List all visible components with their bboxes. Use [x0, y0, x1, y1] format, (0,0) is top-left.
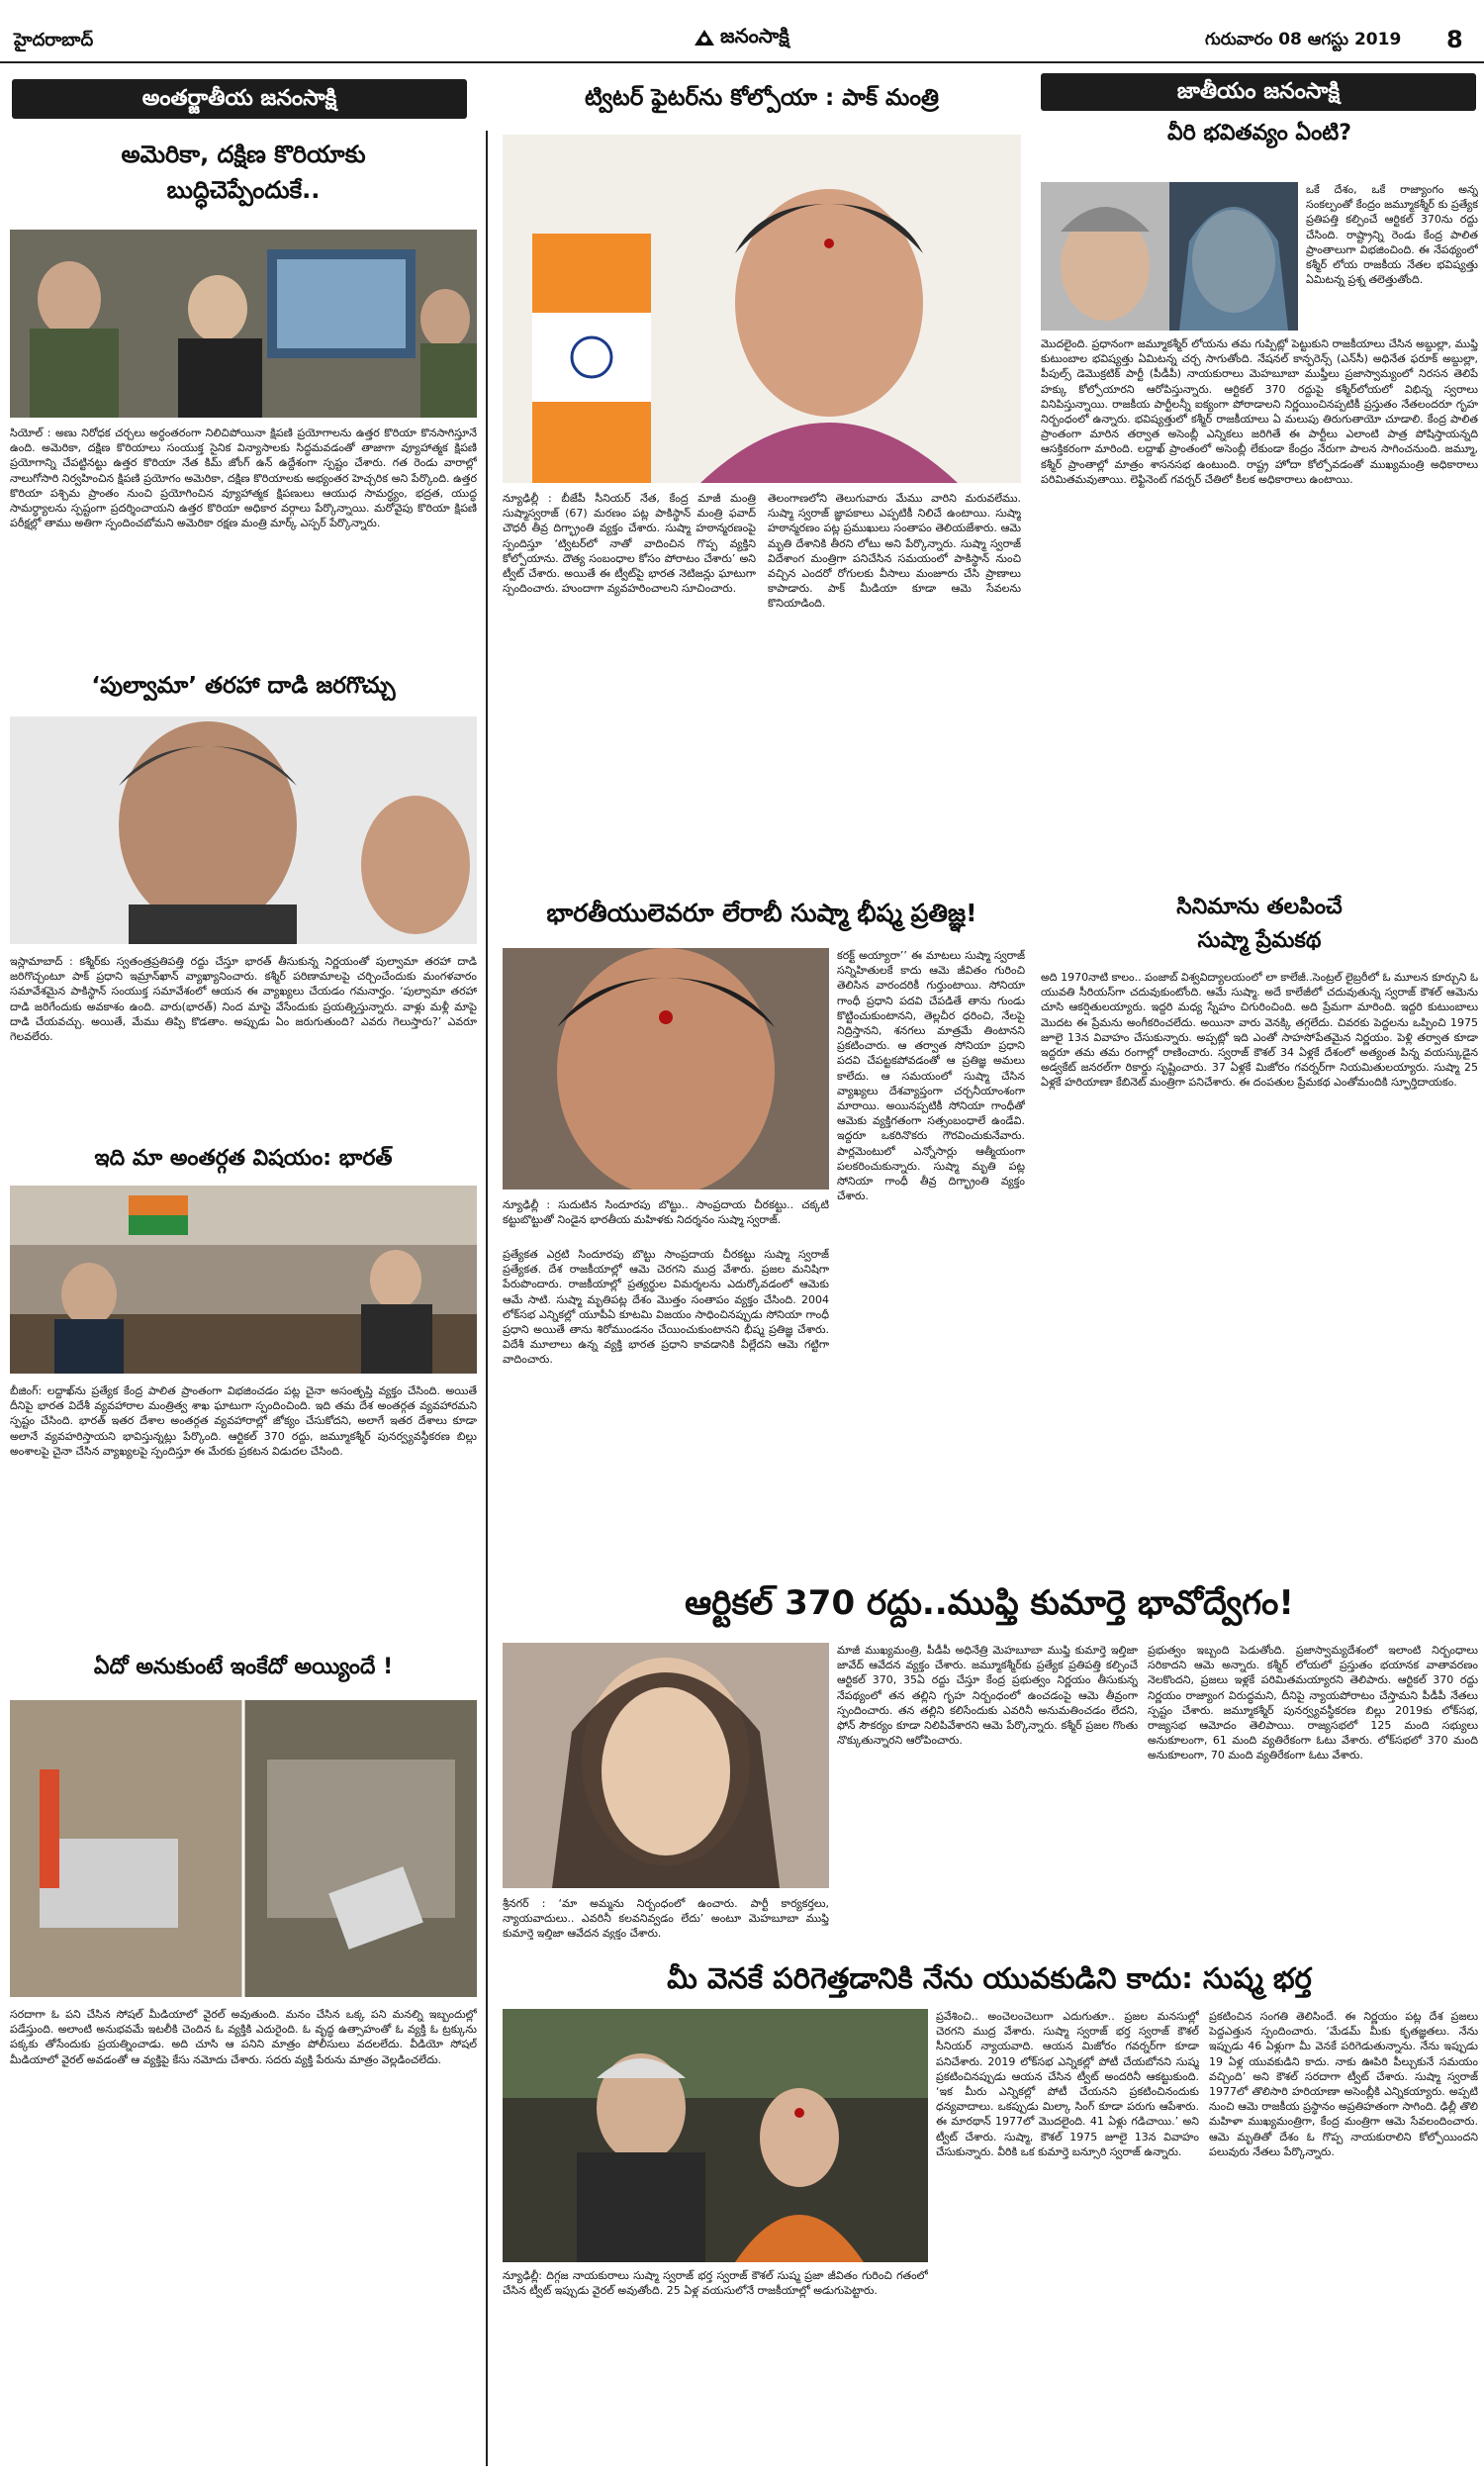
abdullah-mufti-photo	[1041, 182, 1298, 331]
bhishma-pledge-caption: న్యూఢిల్లీ : సుదుటిన సిందూరపు బొట్టు.. సాంప్రదాయ చీరకట్టు.. చక్కటి కట్టుబొట్టుతో నిండైన భారతీయ మహిళకు నిదర్శనం సుష్మా స్వరాజ్‌.	[503, 1198, 829, 1226]
korea-headline-line1: అమెరికా, దక్షిణ కొరియాకు	[121, 141, 366, 168]
future-body: మొదలైంది. ప్రధానంగా జమ్మూకశ్మీర్‌ లోయను తమ గుప్పిట్లో పెట్టుకుని రాజకీయాలు చేసిన అబ్దుల్లా, ముఫ్తి కుటుంబాల భవిష్యత్తు ఏమిటన్న చర్చ సాగుతోంది. నేషనల్‌ కాన్ఫరెన్స్‌ (ఎన్‌సీ) అధినేత ఫరూక్‌ అబ్దుల్లా, పీపుల్స్‌ డెమొక్రటిక్‌ పార్టీ (పీడీపీ) నాయకురాలు మెహబూబా ముఫ్తీలు ప్రజాస్వామ్యంలో నిరసన తెలిపే హక్కు కోల్పోయారని ఆరోపిస్తున్నారు. ఆర్టికల్‌ 370 రద్దుపై కశ్మీర్‌లోయలో విభిన్న స్వరాలు వినిపిస్తున్నాయి. రాజకీయ పార్టీలన్నీ ఐక్యంగా పోరాడాలని నిర్ణయించినప్పటికీ ప్రస్తుతం నేతలందరూ గృహ నిర్బంధంలో ఉన్నారు. భవిష్యత్తులో కశ్మీర్‌ రాజకీయాలు ఏ మలుపు తిరుగుతాయో చూడాలి. కేంద్ర పాలిత ప్రాంతంగా మారిన తర్వాత అసెంబ్లీ ఎన్నికలు జరిగితే ఈ పార్టీలు ఎలాంటి పాత్ర పోషిస్తాయన్నది ఆసక్తికరంగా మారింది. లద్దాఖ్‌ ప్రాంతంలో అసెంబ్లీ లేకుండా కేంద్రం నేరుగా పాలన సాగించనుంది. జమ్మూ, కశ్మీర్‌ ప్రాంతాల్లో మాత్రం శాసనసభ ఉంటుంది. రాష్ట్ర హోదా కోల్పోవడంతో ముఖ్యమంత్రి అధికారాలు పరిమితమవుతాయి. లెఫ్టినెంట్‌ గవర్నర్‌ చేతిలో కీలక అధికారాలు ఉంటాయి.	[1041, 337, 1478, 486]
page-number: 8	[1446, 26, 1463, 53]
internal-matter-body: బీజింగ్‌: లద్దాఖ్‌ను ప్రత్యేక కేంద్ర పాలిత ప్రాంతంగా విభజించడం పట్ల చైనా అసంతృప్తి వ్యక్తం చేసింది. అయితే దీనిపై భారత విదేశీ వ్యవహారాల మంత్రిత్వ శాఖ ఘాటుగా స్పందించింది. ఇది తమ దేశ అంతర్గత వ్యవహారమని స్పష్టం చేసింది. భారత్‌ ఇతర దేశాల అంతర్గత వ్యవహారాల్లో జోక్యం చేసుకోదని, అలాగే ఇతర దేశాలు కూడా అలానే వ్యవహరిస్తాయని భావిస్తున్నట్లు పేర్కొంది. ఆర్టికల్‌ 370 రద్దు, జమ్మూకశ్మీర్‌ పునర్వ్యవస్థీకరణ బిల్లు అంశాలపై చైనా చేసిన వ్యాఖ్యలపై స్పందిస్తూ ఈ మేరకు ప్రకటన విడుదల చేసింది.	[10, 1384, 477, 1458]
page-header	[0, 0, 1484, 67]
twitter-fighter-body-left: న్యూఢిల్లీ : బీజేపీ సీనియర్‌ నేత, కేంద్ర మాజీ మంత్రి సుష్మాస్వరాజ్‌ (67) మరణం పట్ల పాకిస్థాన్‌ మంత్రి ఫవాద్‌ చౌధరీ తీవ్ర దిగ్భ్రాంతి వ్యక్తం చేశారు. సుష్మా హఠాన్మరణంపై స్పందిస్తూ ‘ట్విటర్‌లో నాతో వాదించిన గొప్ప వ్యక్తిని కోల్పోయాను. దౌత్య సంబంధాల కోసం పోరాటం చేశారు’ అని ట్వీట్‌ చేశారు. అయితే ఈ ట్వీట్‌పై భారత నెటిజన్లు ఘాటుగా స్పందించారు. హుందాగా వ్యవహరించాలని సూచించారు.	[503, 492, 756, 596]
article-370-body-right: ప్రభుత్వం ఇబ్బంది పెడుతోంది. ప్రజాస్వామ్యదేశంలో ఇలాంటి నిర్బంధాలు సరికాదని ఆమె అన్నారు. కశ్మీర్‌ లోయలో ప్రస్తుతం భయానక వాతావరణం నెలకొందని, ప్రజలు ఇళ్లకే పరిమితమయ్యారని తెలిపారు. ఆర్టికల్‌ 370 రద్దు నిర్ణయం రాజ్యాంగ విరుద్ధమని, దీనిపై న్యాయపోరాటం చేస్తామని పీడీపీ నేతలు స్పష్టం చేశారు. జమ్మూకశ్మీర్‌ పునర్వ్యవస్థీకరణ బిల్లు 2019కు లోక్‌సభ, రాజ్యసభ ఆమోదం తెలిపాయి. రాజ్యసభలో 125 మంది సభ్యులు అనుకూలంగా, 61 మంది వ్యతిరేకంగా ఓటు వేశారు. లోక్‌సభలో 370 మంది అనుకూలంగా, 70 మంది వ్యతిరేకంగా ఓటు వేశారు.	[1148, 1644, 1478, 1762]
future-headline: వీరి భవితవ్యం ఏంటి?	[1167, 121, 1351, 145]
bhishma-pledge-headline: భారతీయులెవరూ లేరాబీ సుష్మా భీష్మ ప్రతిజ్ఞ!	[546, 899, 977, 927]
love-story-headline-line2: సుష్మా ప్రేమకథ	[1197, 928, 1322, 953]
masthead-logo	[693, 22, 831, 55]
twitter-fighter-headline: ట్విటర్‌ ఫైటర్‌ను కోల్పోయా : పాక్‌ మంత్రి	[584, 85, 940, 111]
imran-khan-photo	[10, 716, 477, 944]
sushma-photo-2	[503, 948, 829, 1190]
pulwama-body: ఇస్లామాబాద్‌ : కశ్మీర్‌కు స్వతంత్రప్రతిపత్తి రద్దు చేస్తూ భారత్‌ తీసుకున్న నిర్ణయంతో పుల్వామా తరహా దాడి జరిగొచ్చంటూ పాక్‌ ప్రధాని ఇమ్రాన్‌ఖాన్‌ వ్యాఖ్యానించారు. కశ్మీర్‌ పరిణామాలపై చర్చించేందుకు మంగళవారం సమావేశమైన పాకిస్థాన్‌ సంయుక్త సమావేశంలో ఆయన ఈ వ్యాఖ్యలు చేయడం గమనార్హం. ‘పుల్వామా తరహా దాడి జరిగేందుకు అవకాశం ఉంది. వారు(భారత్‌) నింద మాపై వేసేందుకు ప్రయత్నిస్తున్నారు. వాళ్లు మళ్లీ మాపై దాడి చేయవచ్చు. అయితే, మేము తిప్పి కొడతాం. అప్పుడు ఏం జరుగుతుంది? ఎవరు గెలుస్తారు?’ ఎవరూ గెలవలేరు.	[10, 955, 477, 1044]
header-date: గురువారం 08 ఆగస్టు 2019	[1205, 30, 1402, 49]
left-column-rule	[486, 131, 488, 2466]
iltija-photo	[503, 1643, 829, 1888]
korea-body: సియోల్‌ : అణు నిరోధక చర్చలు అర్ధంతరంగా నిలిచిపోయినా క్షిపణి ప్రయోగాలను ఉత్తర కొరియా కొనసాగిస్తూనే ఉంది. అమెరికా, దక్షిణ కొరియాలు సంయుక్త సైనిక విన్యాసాలకు సిద్ధమవడంతో తాజాగా వ్యూహాత్మక క్షిపణి ప్రయోగాన్ని చేపట్టినట్టు ఉత్తర కొరియా నేత కిమ్‌ జోంగ్‌ ఉన్‌ ఉద్దేశంగా స్పష్టం చేశారు. గత రెండు వారాల్లో నాలుగోసారి నిర్వహించిన క్షిపణి ప్రయోగం అమెరికా, దక్షిణ కొరియాలకు అభ్యంతర హెచ్చరిక అని పేర్కొంది. ఉత్తర కొరియా పశ్చిమ ప్రాంతం నుంచి ప్రయోగించిన వ్యూహాత్మక క్షిపణులు ఆయుధ సామర్ధ్యం, భద్రత, యుద్ధ సామర్ధ్యాలను స్పష్టంగా ప్రదర్శించాయని ఉత్తర కొరియా అధికార వర్గాలు పేర్కొన్నాయి. మరోవైపు కొరియా క్షిపణి పరీక్షల్లో తాము అతిగా స్పందించబోమని అమెరికా రక్షణ మంత్రి మార్క్‌ ఎస్పర్‌ పేర్కొన్నారు.	[10, 427, 477, 530]
internal-matter-headline: ఇది మా అంతర్గత విషయం: భారత్‌	[94, 1146, 393, 1171]
right-column	[1035, 71, 1484, 1506]
korea-photo	[10, 230, 477, 418]
edition-label: హైదరాబాద్	[14, 30, 94, 50]
logo-mark-icon	[693, 26, 716, 49]
viral-body: సరదాగా ఓ పని చేసిన సోషల్‌ మీడియాలో వైరల్‌ అవుతుంది. మనం చేసిన ఒక్క పని మనల్ని ఇబ్బందుల్లో పడేస్తుంది. అలాంటి అనుభవమే ఇటలీకి చెందిన ఓ వ్యక్తికి ఎదురైంది. ఓ వృద్ధ ఉత్సాహంతో ఓ వ్యక్తి ఓ ట్రక్కును పక్కకు తోసేందుకు ప్రయత్నించాడు. అది చూసి ఆ పనిని మాత్రం పోలీసులు వదలలేదు. వీడియో సోషల్‌ మీడియాలో వైరల్‌ అవడంతో ఆ వ్యక్తిపై కేసు నమోదు చేశారు. సదరు వ్యక్తి పేరును మాత్రం వెల్లడించలేదు.	[10, 2008, 477, 2066]
husband-headline: మీ వెనకే పరిగెత్తడానికి నేను యువకుడిని కాదు: సుష్మ భర్త	[667, 1961, 1312, 1995]
header-rule	[0, 61, 1484, 63]
sushma-husband-photo	[503, 2009, 928, 2262]
husband-body-left: ప్రవేశించి.. అంచెలంచెలుగా ఎదుగుతూ.. ప్రజల మనసుల్లో చెరగని ముద్ర వేశారు. సుష్మా స్వరాజ్‌ భర్త స్వరాజ్‌ కౌశల్‌ సీనియర్‌ న్యాయవాది. ఆయన మిజోరం గవర్నర్‌గా కూడా పనిచేశారు. 2019 లోక్‌సభ ఎన్నికల్లో పోటీ చేయబోనని సుష్మ ప్రకటించినప్పుడు ఆయన చేసిన ట్వీట్‌ అందరినీ ఆకట్టుకుంది. ‘ఇక మీరు ఎన్నికల్లో పోటీ చేయనని ప్రకటించినందుకు ధన్యవాదాలు. ఒకప్పుడు మిల్కా సింగ్‌ కూడా పరుగు ఆపేశారు. ఈ మారథాన్‌ 1977లో మొదలైంది. 41 ఏళ్లు గడిచాయి.’ అని ట్వీట్‌ చేశారు. సుష్మా, కౌశల్‌ 1975 జూలై 13న వివాహం చేసుకున్నారు. వీరికి ఒక కుమార్తె బన్సూరి స్వరాజ్‌ ఉన్నారు.	[936, 2010, 1199, 2158]
bhishma-pledge-body-left: ప్రత్యేకత ఎర్రటి సిందూరపు బొట్టు సాంప్రదాయ చీరకట్టు సుష్మా స్వరాజ్‌ ప్రత్యేకత. దేశ రాజకీయాల్లో ఆమె చెరగని ముద్ర వేశారు. ప్రజల మనిషిగా పేరుపొందారు. రాజకీయాల్లో ప్రత్యర్థుల విమర్శలను ఎదుర్కోవడంలో ఆమెకు ఆమే సాటి. సుష్మా మృతిపట్ల దేశం మొత్తం సంతాపం వ్యక్తం చేసింది. 2004 లోక్‌సభ ఎన్నికల్లో యూపీఏ కూటమి విజయం సాధించినప్పుడు సోనియా గాంధీ ప్రధాని అయితే తాను శిరోముండనం చేయించుకుంటానని భీష్మ ప్రతిజ్ఞ చేశారు. విదేశీ మూలాలు ఉన్న వ్యక్తి భారత ప్రధాని కావడానికి వీల్లేదని ఆమె గట్టిగా వాదించారు.	[503, 1248, 829, 1367]
love-story-headline-line1: సినిమాను తలపించే	[1176, 895, 1343, 919]
national-section-banner: జాతీయం జనంసాక్షి	[1041, 73, 1476, 111]
love-story-body: అది 1970నాటి కాలం.. పంజాబ్‌ విశ్వవిద్యాలయంలో లా కాలేజీ..సెంట్రల్‌ లైబ్రరీలో ఓ మూలన కూర్చుని ఓ యువతి సీరియస్‌గా చదువుకుంటోంది. ఆమే సుష్మా. అదే కాలేజీలో చదువుతున్న స్వరాజ్‌ కౌశల్‌ ఆమెను చూసి ఆకర్షితులయ్యారు. ఇద్దరి మధ్య స్నేహం చిగురించింది. అది ప్రేమగా మారింది. ఇద్దరి కుటుంబాలు మొదట ఈ ప్రేమను అంగీకరించలేదు. అయినా వారు వెనక్కి తగ్గలేదు. చివరకు పెద్దలను ఒప్పించి 1975 జూలై 13న వివాహం చేసుకున్నారు. అప్పట్లో ఇది ఎంతో సాహసోపేతమైన నిర్ణయం. పెళ్లి తర్వాత కూడా ఇద్దరూ తమ తమ రంగాల్లో రాణించారు. స్వరాజ్‌ కౌశల్‌ 34 ఏళ్లకే దేశంలో అత్యంత పిన్న వయస్కుడైన అడ్వకేట్‌ జనరల్‌గా రికార్డు సృష్టించారు. 37 ఏళ్లకే మిజోరం గవర్నర్‌గా నియమితులయ్యారు. సుష్మా 25 ఏళ్లకే హరియాణా కేబినెట్‌ మంత్రిగా పనిచేశారు. ఈ దంపతుల ప్రేమకథ ఎంతోమందికి స్ఫూర్తిదాయకం.	[1041, 971, 1478, 1090]
international-section-banner: అంతర్జాతీయ జనంసాక్షి	[12, 79, 467, 119]
future-body-top: ఒకే దేశం, ఒకే రాజ్యాంగం అన్న సంకల్పంతో కేంద్రం జమ్మూకశ్మీర్‌ కు ప్రత్యేక ప్రతిపత్తి కల్పించే ఆర్టికల్‌ 370ను రద్దు చేసింది. రాష్ట్రాన్ని రెండు కేంద్ర పాలిత ప్రాంతాలుగా విభజించింది. ఈ నేపథ్యంలో కశ్మీర్‌ లోయ రాజకీయ నేతల భవిష్యత్తు ఏమిటన్న ప్రశ్న తలెత్తుతోంది.	[1306, 183, 1478, 287]
china-meeting-photo	[10, 1186, 477, 1374]
pulwama-headline: ‘పుల్వామా’ తరహా దాడి జరగొచ్చు	[91, 673, 396, 699]
bhishma-pledge-body-right: కరక్ట్‌ అయ్యారా’’ ఈ మాటలు సుష్మా స్వరాజ్‌ సన్నిహితులకే కాదు ఆమె జీవితం గురించి తెలిసిన వారందరికీ గుర్తుంటాయి. సోనియా గాంధీ ప్రధాని పదవి చేపడితే తాను గుండు కొట్టించుకుంటానని, తెల్లచీర ధరించి, నేలపై నిద్రిస్తానని, శనగలు మాత్రమే తింటానని ప్రకటించారు. ఆ తర్వాత సోనియా ప్రధాని పదవి చేపట్టకపోవడంతో ఆ ప్రతిజ్ఞ అమలు కాలేదు. ఆ సమయంలో సుష్మా చేసిన వ్యాఖ్యలు దేశవ్యాప్తంగా చర్చనీయాంశంగా మారాయి. అయినప్పటికీ సోనియా గాంధీతో ఆమెకు వ్యక్తిగతంగా సత్సంబంధాలే ఉండేవి. ఇద్దరూ ఒకరినొకరు గౌరవించుకునేవారు. పార్లమెంటులో ఎన్నోసార్లు ఆత్మీయంగా పలకరించుకున్నారు. సుష్మా మృతి పట్ల సోనియా గాంధీ తీవ్ర దిగ్భ్రాంతి వ్యక్తం చేశారు.	[837, 949, 1025, 1203]
husband-caption: న్యూఢిల్లీ: దిగ్గజ నాయకురాలు సుష్మా స్వరాజ్‌ భర్త స్వరాజ్‌ కౌశల్‌ సుష్మ ప్రజా జీవితం గురించి గతంలో చేసిన ట్వీట్‌ ఇప్పుడు వైరల్‌ అవుతోంది. 25 ఏళ్ల వయసులోనే రాజకీయాల్లో అడుగుపెట్టారు.	[503, 2269, 928, 2297]
logo-text: జనంసాక్షి	[720, 24, 789, 48]
husband-body-right: ప్రకటించిన సంగతి తెలిసిందే. ఈ నిర్ణయం పట్ల దేశ ప్రజలు పెద్దఎత్తున స్పందించారు. ‘మేడమ్‌ మీకు కృతజ్ఞతలు. నేను ఇప్పుడు 46 ఏళ్లుగా మీ వెనకే పరిగెడుతున్నాను. నేను ఇప్పుడు 19 ఏళ్ల యువకుడిని కాదు. నాకు ఊపిరి పీల్చుకునే సమయం వచ్చింది’ అని కౌశల్‌ సరదాగా ట్వీట్‌ చేశారు. సుష్మా స్వరాజ్‌ 1977లో తొలిసారి హరియాణా అసెంబ్లీకి ఎన్నికయ్యారు. అప్పటి నుంచి ఆమె రాజకీయ ప్రస్థానం అప్రతిహతంగా సాగింది. ఢిల్లీ తొలి మహిళా ముఖ్యమంత్రిగా, కేంద్ర మంత్రిగా ఆమె సేవలందించారు. ఆమె మృతితో దేశం ఓ గొప్ప నాయకురాలిని కోల్పోయిందని పలువురు నేతలు పేర్కొన్నారు.	[1209, 2010, 1478, 2158]
viral-headline: ఏదో అనుకుంటే ఇంకేదో అయ్యిందే !	[93, 1655, 394, 1679]
sushma-photo-1	[503, 135, 1021, 483]
article-370-headline: ఆర్టికల్‌ 370 రద్దు..ముఫ్తి కుమార్తె భావోద్వేగం!	[685, 1583, 1294, 1623]
left-column	[0, 71, 487, 2475]
twitter-fighter-body-right: తెలంగాణలోని తెలుగువారు మేము వారిని మరువలేము. సుష్మా స్వరాజ్‌ జ్ఞాపకాలు ఎప్పటికీ నిలిచే ఉంటాయి. సుష్మా హఠాన్మరణం పట్ల ప్రముఖులు సంతాపం తెలియజేశారు. ఆమె మృతి దేశానికి తీరని లోటు అని పేర్కొన్నారు. సుష్మా స్వరాజ్‌ విదేశాంగ మంత్రిగా పనిచేసిన సమయంలో పాకిస్థాన్‌ నుంచి వచ్చిన ఎందరో రోగులకు వీసాలు మంజూరు చేసి ప్రాణాలు కాపాడారు. పాక్‌ మీడియా కూడా ఆమె సేవలను కొనియాడింది.	[768, 492, 1021, 611]
article-370-body-left: మాజీ ముఖ్యమంత్రి, పీడీపీ అధినేత్రి మెహబూబా ముఫ్తి కుమార్తె ఇల్తిజా జావేద్‌ ఆవేదన వ్యక్తం చేశారు. జమ్మూకశ్మీర్‌కు ప్రత్యేక ప్రతిపత్తి కల్పించే ఆర్టికల్‌ 370, 35ఏ రద్దు చేస్తూ కేంద్ర ప్రభుత్వం నిర్ణయం తీసుకున్న నేపథ్యంలో తన తల్లిని గృహ నిర్బంధంలో ఉంచడంపై ఆమె తీవ్రంగా స్పందించారు. తన తల్లిని కలిసేందుకు ఎవరినీ అనుమతించడం లేదని, ఫోన్‌ సౌకర్యం కూడా నిలిపివేశారని ఆమె పేర్కొన్నారు. కశ్మీర్‌ ప్రజల గొంతు నొక్కుతున్నారని ఆరోపించారు.	[837, 1644, 1138, 1748]
korea-headline-line2: బుద్ధిచెప్పేందుకే..	[166, 176, 321, 204]
article-370-caption: శ్రీనగర్‌ : ‘మా అమ్మను నిర్బంధంలో ఉంచారు. పార్టీ కార్యకర్తలు, న్యాయవాదులు.. ఎవరినీ కలవనివ్వడం లేదు’ అంటూ మెహబూబా ముఫ్తి కుమార్తె ఇల్తిజా ఆవేదన వ్యక్తం చేశారు.	[503, 1897, 829, 1940]
truck-photo	[10, 1700, 477, 1997]
